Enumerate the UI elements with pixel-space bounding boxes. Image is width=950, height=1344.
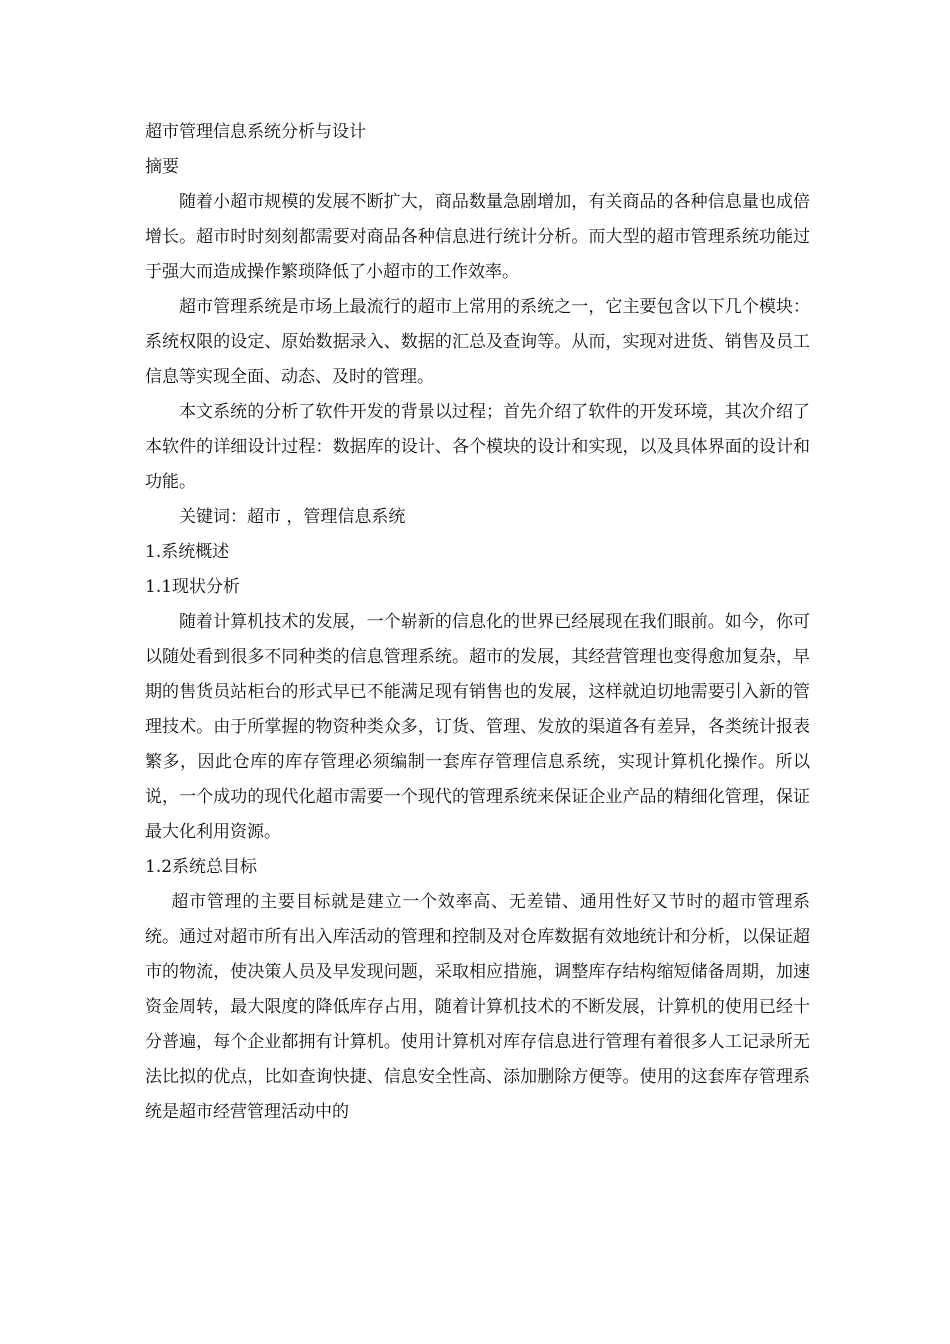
section-1-heading: 1.系统概述: [145, 542, 230, 562]
keywords-line: 关键词：超市 ，管理信息系统: [179, 507, 406, 527]
document-page: [145, 115, 810, 1130]
section-1-1-heading: 1.1现状分析: [145, 577, 241, 597]
abstract-paragraph-2: 超市管理系统是市场上最流行的超市上常用的系统之一，它主要包含以下几个模块：系统权限的设定、原始数据录入、数据的汇总及查询等。从而，实现对进货、销售及员工信息等实现全面、动态、及时的管理。: [145, 297, 810, 387]
section-1-1-paragraph: 随着计算机技术的发展，一个崭新的信息化的世界已经展现在我们眼前。如今，你可以随处看到很多不同种类的信息管理系统。超市的发展，其经营管理也变得愈加复杂，早期的售货员站柜台的形式早已不能满足现有销售也的发展，这样就迫切地需要引入新的管理技术。由于所掌握的物资种类众多，订货、管理、发放的渠道各有差异，各类统计报表繁多，因此仓库的库存管理必须编制一套库存管理信息系统，实现计算机化操作。所以说，一个成功的现代化超市需要一个现代的管理系统来保证企业产品的精细化管理，保证最大化利用资源。: [145, 612, 810, 842]
document-title: 超市管理信息系统分析与设计: [145, 122, 366, 142]
abstract-paragraph-1: 随着小超市规模的发展不断扩大，商品数量急剧增加，有关商品的各种信息量也成倍增长。超市时时刻刻都需要对商品各种信息进行统计分析。而大型的超市管理系统功能过于强大而造成操作繁琐降低了小超市的工作效率。: [145, 192, 810, 282]
abstract-heading: 摘要: [145, 157, 179, 177]
section-1-2-paragraph: 超市管理的主要目标就是建立一个效率高、无差错、通用性好又节时的超市管理系统。通过对超市所有出入库活动的管理和控制及对仓库数据有效地统计和分析，以保证超市的物流，使决策人员及早发现问题，采取相应措施，调整库存结构缩短储备周期，加速资金周转，最大限度的降低库存占用，随着计算机技术的不断发展，计算机的使用已经十分普遍，每个企业都拥有计算机。使用计算机对库存信息进行管理有着很多人工记录所无法比拟的优点，比如查询快捷、信息安全性高、添加删除方便等。使用的这套库存管理系统是超市经营管理活动中的: [145, 892, 810, 1122]
abstract-paragraph-3: 本文系统的分析了软件开发的背景以过程；首先介绍了软件的开发环境，其次介绍了本软件的详细设计过程：数据库的设计、各个模块的设计和实现，以及具体界面的设计和功能。: [145, 402, 810, 492]
section-1-2-heading: 1.2系统总目标: [145, 857, 258, 877]
